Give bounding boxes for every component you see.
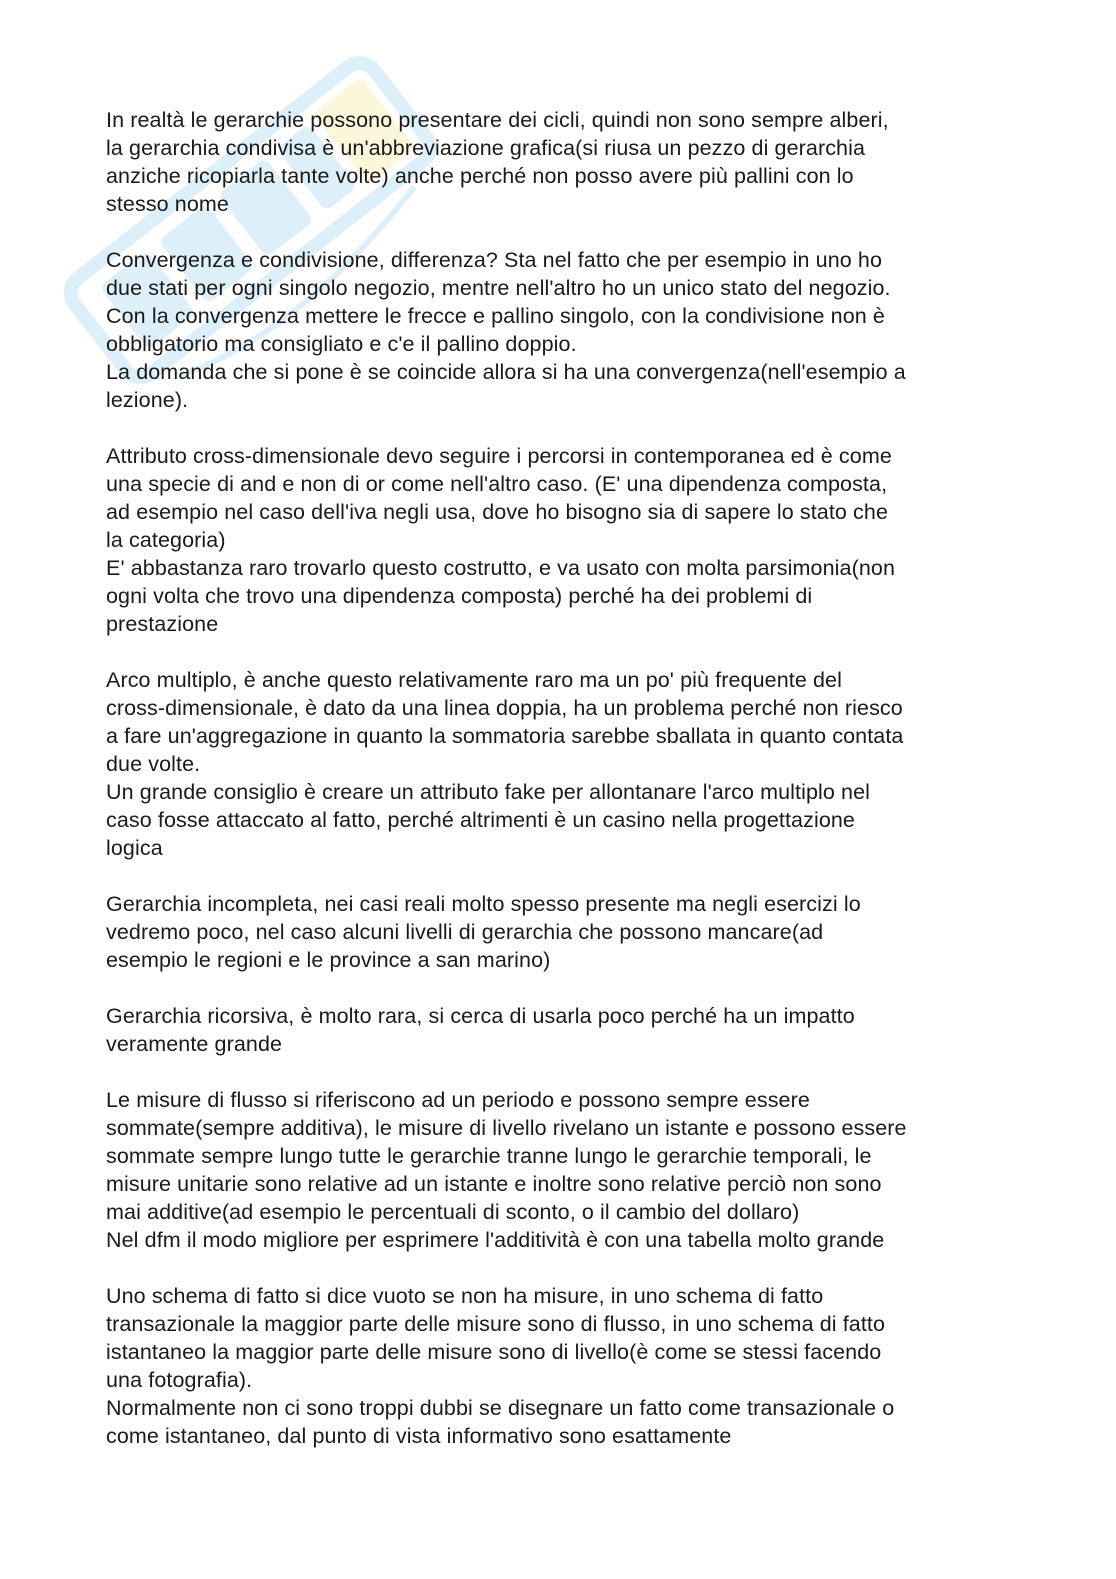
text-line: obbligatorio ma consigliato e c'e il pallino doppio. xyxy=(106,332,577,356)
text-line: Gerarchia incompleta, nei casi reali molto spesso presente ma negli esercizi lo xyxy=(106,892,861,916)
paragraph-cross-dimensionale xyxy=(106,442,1011,638)
text-line: stesso nome xyxy=(106,192,229,216)
text-line: Gerarchia ricorsiva, è molto rara, si cerca di usarla poco perché ha un impatto xyxy=(106,1004,855,1028)
text-line: una fotografia). xyxy=(106,1368,253,1392)
paragraph-schema-fatto xyxy=(106,1282,1011,1450)
text-line: come istantaneo, dal punto di vista informativo sono esattamente xyxy=(106,1424,732,1448)
text-line: istantaneo la maggior parte delle misure sono di livello(è come se stessi facendo xyxy=(106,1340,882,1364)
text-line: la gerarchia condivisa è un'abbreviazione grafica(si riusa un pezzo di gerarchia xyxy=(106,136,866,160)
text-line: vedremo poco, nel caso alcuni livelli di gerarchia che possono mancare(ad xyxy=(106,920,824,944)
text-line: transazionale la maggior parte delle misure sono di flusso, in uno schema di fatto xyxy=(106,1312,886,1336)
paragraph-gerarchie-cicli xyxy=(106,106,1011,218)
document-body xyxy=(106,106,1011,1478)
text-line: sommate sempre lungo tutte le gerarchie tranne lungo le gerarchie temporali, le xyxy=(106,1144,872,1168)
text-line: Arco multiplo, è anche questo relativamente raro ma un po' più frequente del xyxy=(106,668,842,692)
text-line: anziche ricopiarla tante volte) anche perché non posso avere più pallini con lo xyxy=(106,164,854,188)
paragraph-convergenza xyxy=(106,246,1011,414)
paragraph-misure xyxy=(106,1086,1011,1254)
text-line: due volte. xyxy=(106,752,201,776)
text-line: caso fosse attaccato al fatto, perché altrimenti è un casino nella progettazione xyxy=(106,808,855,832)
text-line: mai additive(ad esempio le percentuali di sconto, o il cambio del dollaro) xyxy=(106,1200,800,1224)
text-line: ogni volta che trovo una dipendenza composta) perché ha dei problemi di xyxy=(106,584,813,608)
paragraph-gerarchia-incompleta xyxy=(106,890,1011,974)
text-line: due stati per ogni singolo negozio, mentre nell'altro ho un unico stato del negozio. xyxy=(106,276,891,300)
text-line: Convergenza e condivisione, differenza? Sta nel fatto che per esempio in uno ho xyxy=(106,248,883,272)
text-line: La domanda che si pone è se coincide allora si ha una convergenza(nell'esempio a xyxy=(106,360,906,384)
text-line: Normalmente non ci sono troppi dubbi se disegnare un fatto come transazionale o xyxy=(106,1396,895,1420)
text-line: sommate(sempre additiva), le misure di livello rivelano un istante e possono essere xyxy=(106,1116,907,1140)
paragraph-arco-multiplo xyxy=(106,666,1011,862)
text-line: veramente grande xyxy=(106,1032,283,1056)
text-line: misure unitarie sono relative ad un istante e inoltre sono relative perciò non sono xyxy=(106,1172,882,1196)
text-line: Con la convergenza mettere le frecce e pallino singolo, con la condivisione non è xyxy=(106,304,885,328)
text-line: esempio le regioni e le province a san marino) xyxy=(106,948,551,972)
text-line: logica xyxy=(106,836,163,860)
text-line: cross-dimensionale, è dato da una linea doppia, ha un problema perché non riesco xyxy=(106,696,903,720)
text-line: Attributo cross-dimensionale devo seguire i percorsi in contemporanea ed è come xyxy=(106,444,892,468)
text-line: a fare un'aggregazione in quanto la sommatoria sarebbe sballata in quanto contata xyxy=(106,724,904,748)
text-line: la categoria) xyxy=(106,528,226,552)
text-line: una specie di and e non di or come nell'altro caso. (E' una dipendenza composta, xyxy=(106,472,888,496)
text-line: lezione). xyxy=(106,388,189,412)
text-line: Un grande consiglio è creare un attributo fake per allontanare l'arco multiplo nel xyxy=(106,780,871,804)
text-line: ad esempio nel caso dell'iva negli usa, dove ho bisogno sia di sapere lo stato che xyxy=(106,500,889,524)
text-line: In realtà le gerarchie possono presentare dei cicli, quindi non sono sempre alberi, xyxy=(106,108,889,132)
text-line: prestazione xyxy=(106,612,219,636)
text-line: Uno schema di fatto si dice vuoto se non ha misure, in uno schema di fatto xyxy=(106,1284,824,1308)
text-line: Nel dfm il modo migliore per esprimere l'additività è con una tabella molto grande xyxy=(106,1228,885,1252)
text-line: Le misure di flusso si riferiscono ad un periodo e possono sempre essere xyxy=(106,1088,810,1112)
paragraph-gerarchia-ricorsiva xyxy=(106,1002,1011,1058)
text-line: E' abbastanza raro trovarlo questo costrutto, e va usato con molta parsimonia(non xyxy=(106,556,896,580)
